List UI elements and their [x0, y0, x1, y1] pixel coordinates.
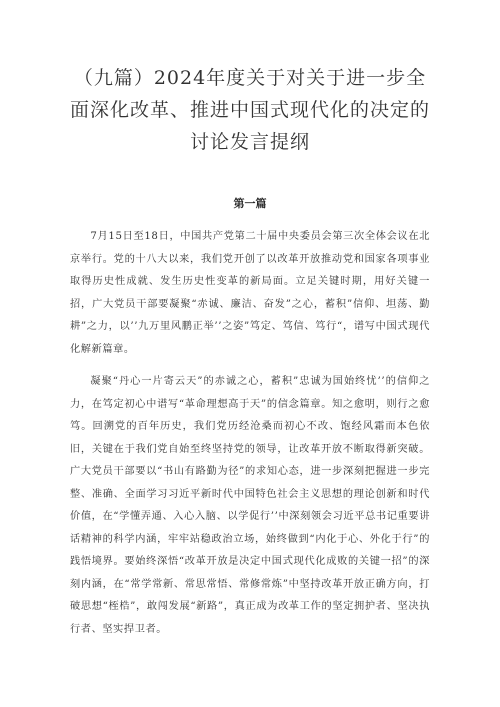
section-heading: 第一篇	[233, 197, 267, 210]
paragraph-2: 凝聚“丹心一片寄云天”的赤诚之心，蓄积”忠诚为国始终忧’’的信仰之力，在笃定初心中谱写“革命理想高于天”的信念篇章。知之愈明，则行之愈笃。回溯党的百年历史，我们党历经沧桑而初心不改、饱经风霜而本色依旧，关键在于我们党自始至终坚持党的领导，让改革开放不断取得新突破。广大党员干部要以“书山有路勤为径”的求知心态，进一步深刻把握进一步完整、准确、全面学习习近平新时代中国特色社会主义思想的理论创新和时代价值，在“学懂弄通、入心入脑、以学促行’’中深刻领会习近平总书记重要讲话精神的科学内涵，牢牢站稳政治立场，始终做到“内化于心、外化于行”的践悟境界。要始终深悟“改革开放是决定中国式现代化成败的关键一招”的深刻内涵，在“常学常新、常思常悟、常修常炼”中坚持改革开放正确方向，打破思想“桎梏”，敢闯发展“新路”，真正成为改革工作的坚定拥护者、坚决执行者、坚实捍卫者。	[70, 376, 430, 635]
paragraph-1: 7月15日至18日，中国共产党第二十届中央委员会第三次全体会议在北京举行。党的十八大以来，我们党开创了以改革开放推动党和国家各项事业取得历史性成就、发生历史性变革的新局面。立足关键时期，用好关键一招，广大党员干部要凝聚“赤诚、廉洁、奋发”之心，蓄积”信仰、坦荡、勤耕”之力，以’’九万里风鹏正举’’之姿”笃定、笃信、笃行“，谱写中国式现代化解新篇章。	[70, 231, 430, 355]
document-title: （九篇）2024年度关于对关于进一步全面深化改革、推进中国式现代化的决定的讨论发言提纲	[70, 67, 431, 153]
